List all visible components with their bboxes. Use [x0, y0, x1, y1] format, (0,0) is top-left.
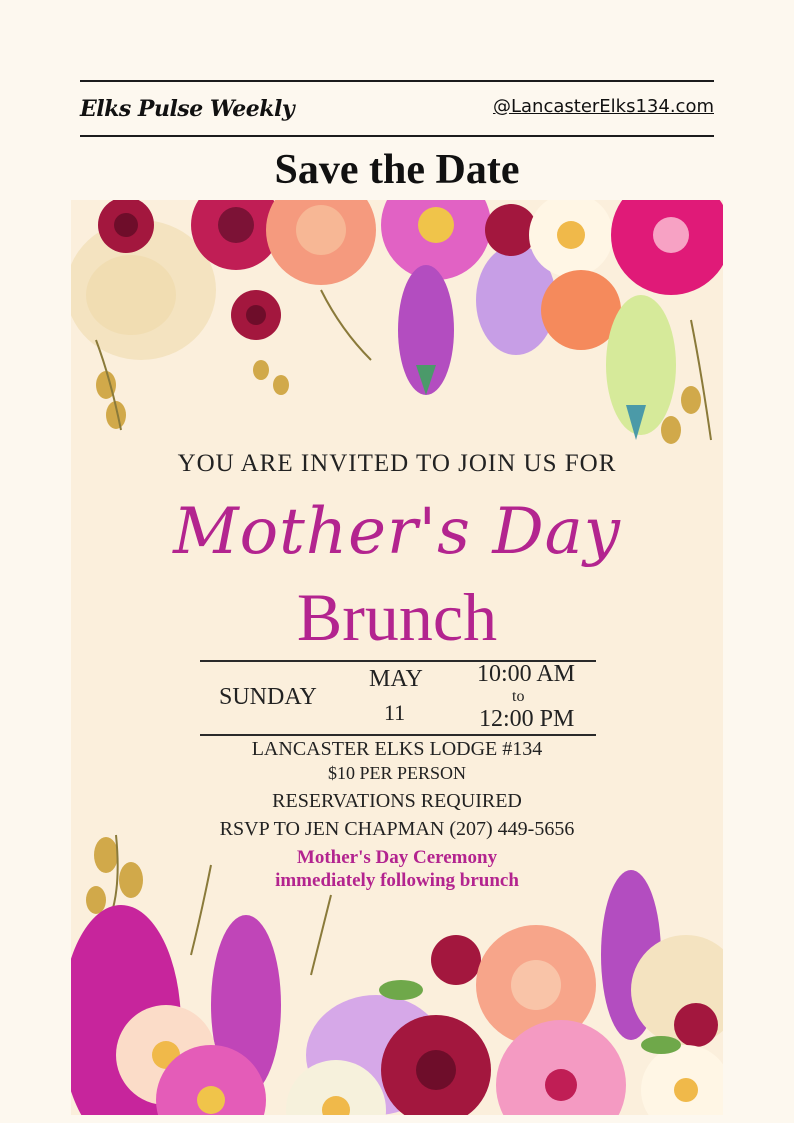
- event-script-title: Mother's Day: [173, 495, 621, 569]
- invite-line: YOU ARE INVITED TO JOIN US FOR: [177, 450, 617, 477]
- reservations-line: RESERVATIONS REQUIRED: [272, 790, 522, 812]
- event-time-to: to: [512, 688, 525, 705]
- masthead-title: Elks Pulse Weekly: [80, 96, 295, 122]
- rsvp-line: RSVP TO JEN CHAPMAN (207) 449-5656: [219, 818, 575, 840]
- masthead-bottom-rule: [80, 135, 714, 137]
- price-line: $10 PER PERSON: [327, 763, 467, 783]
- venue-line: LANCASTER ELKS LODGE #134: [251, 738, 543, 760]
- invitation-card: [71, 200, 723, 1115]
- event-title-brunch: Brunch: [296, 579, 498, 655]
- top-floral-illustration: [71, 200, 723, 450]
- event-date: 11: [384, 700, 406, 725]
- ceremony-line-2: immediately following brunch: [275, 870, 519, 891]
- event-end-time: 12:00 PM: [479, 706, 575, 732]
- website-link[interactable]: @LancasterElks134.com: [492, 96, 714, 117]
- save-the-date-heading: Save the Date: [274, 147, 520, 193]
- bottom-floral-illustration: [71, 825, 723, 1115]
- masthead-top-rule: [80, 80, 714, 82]
- date-bottom-rule: [200, 734, 596, 736]
- event-day: SUNDAY: [219, 684, 317, 710]
- ceremony-line-1: Mother's Day Ceremony: [296, 847, 498, 868]
- event-start-time: 10:00 AM: [477, 661, 576, 687]
- event-month: MAY: [369, 666, 423, 692]
